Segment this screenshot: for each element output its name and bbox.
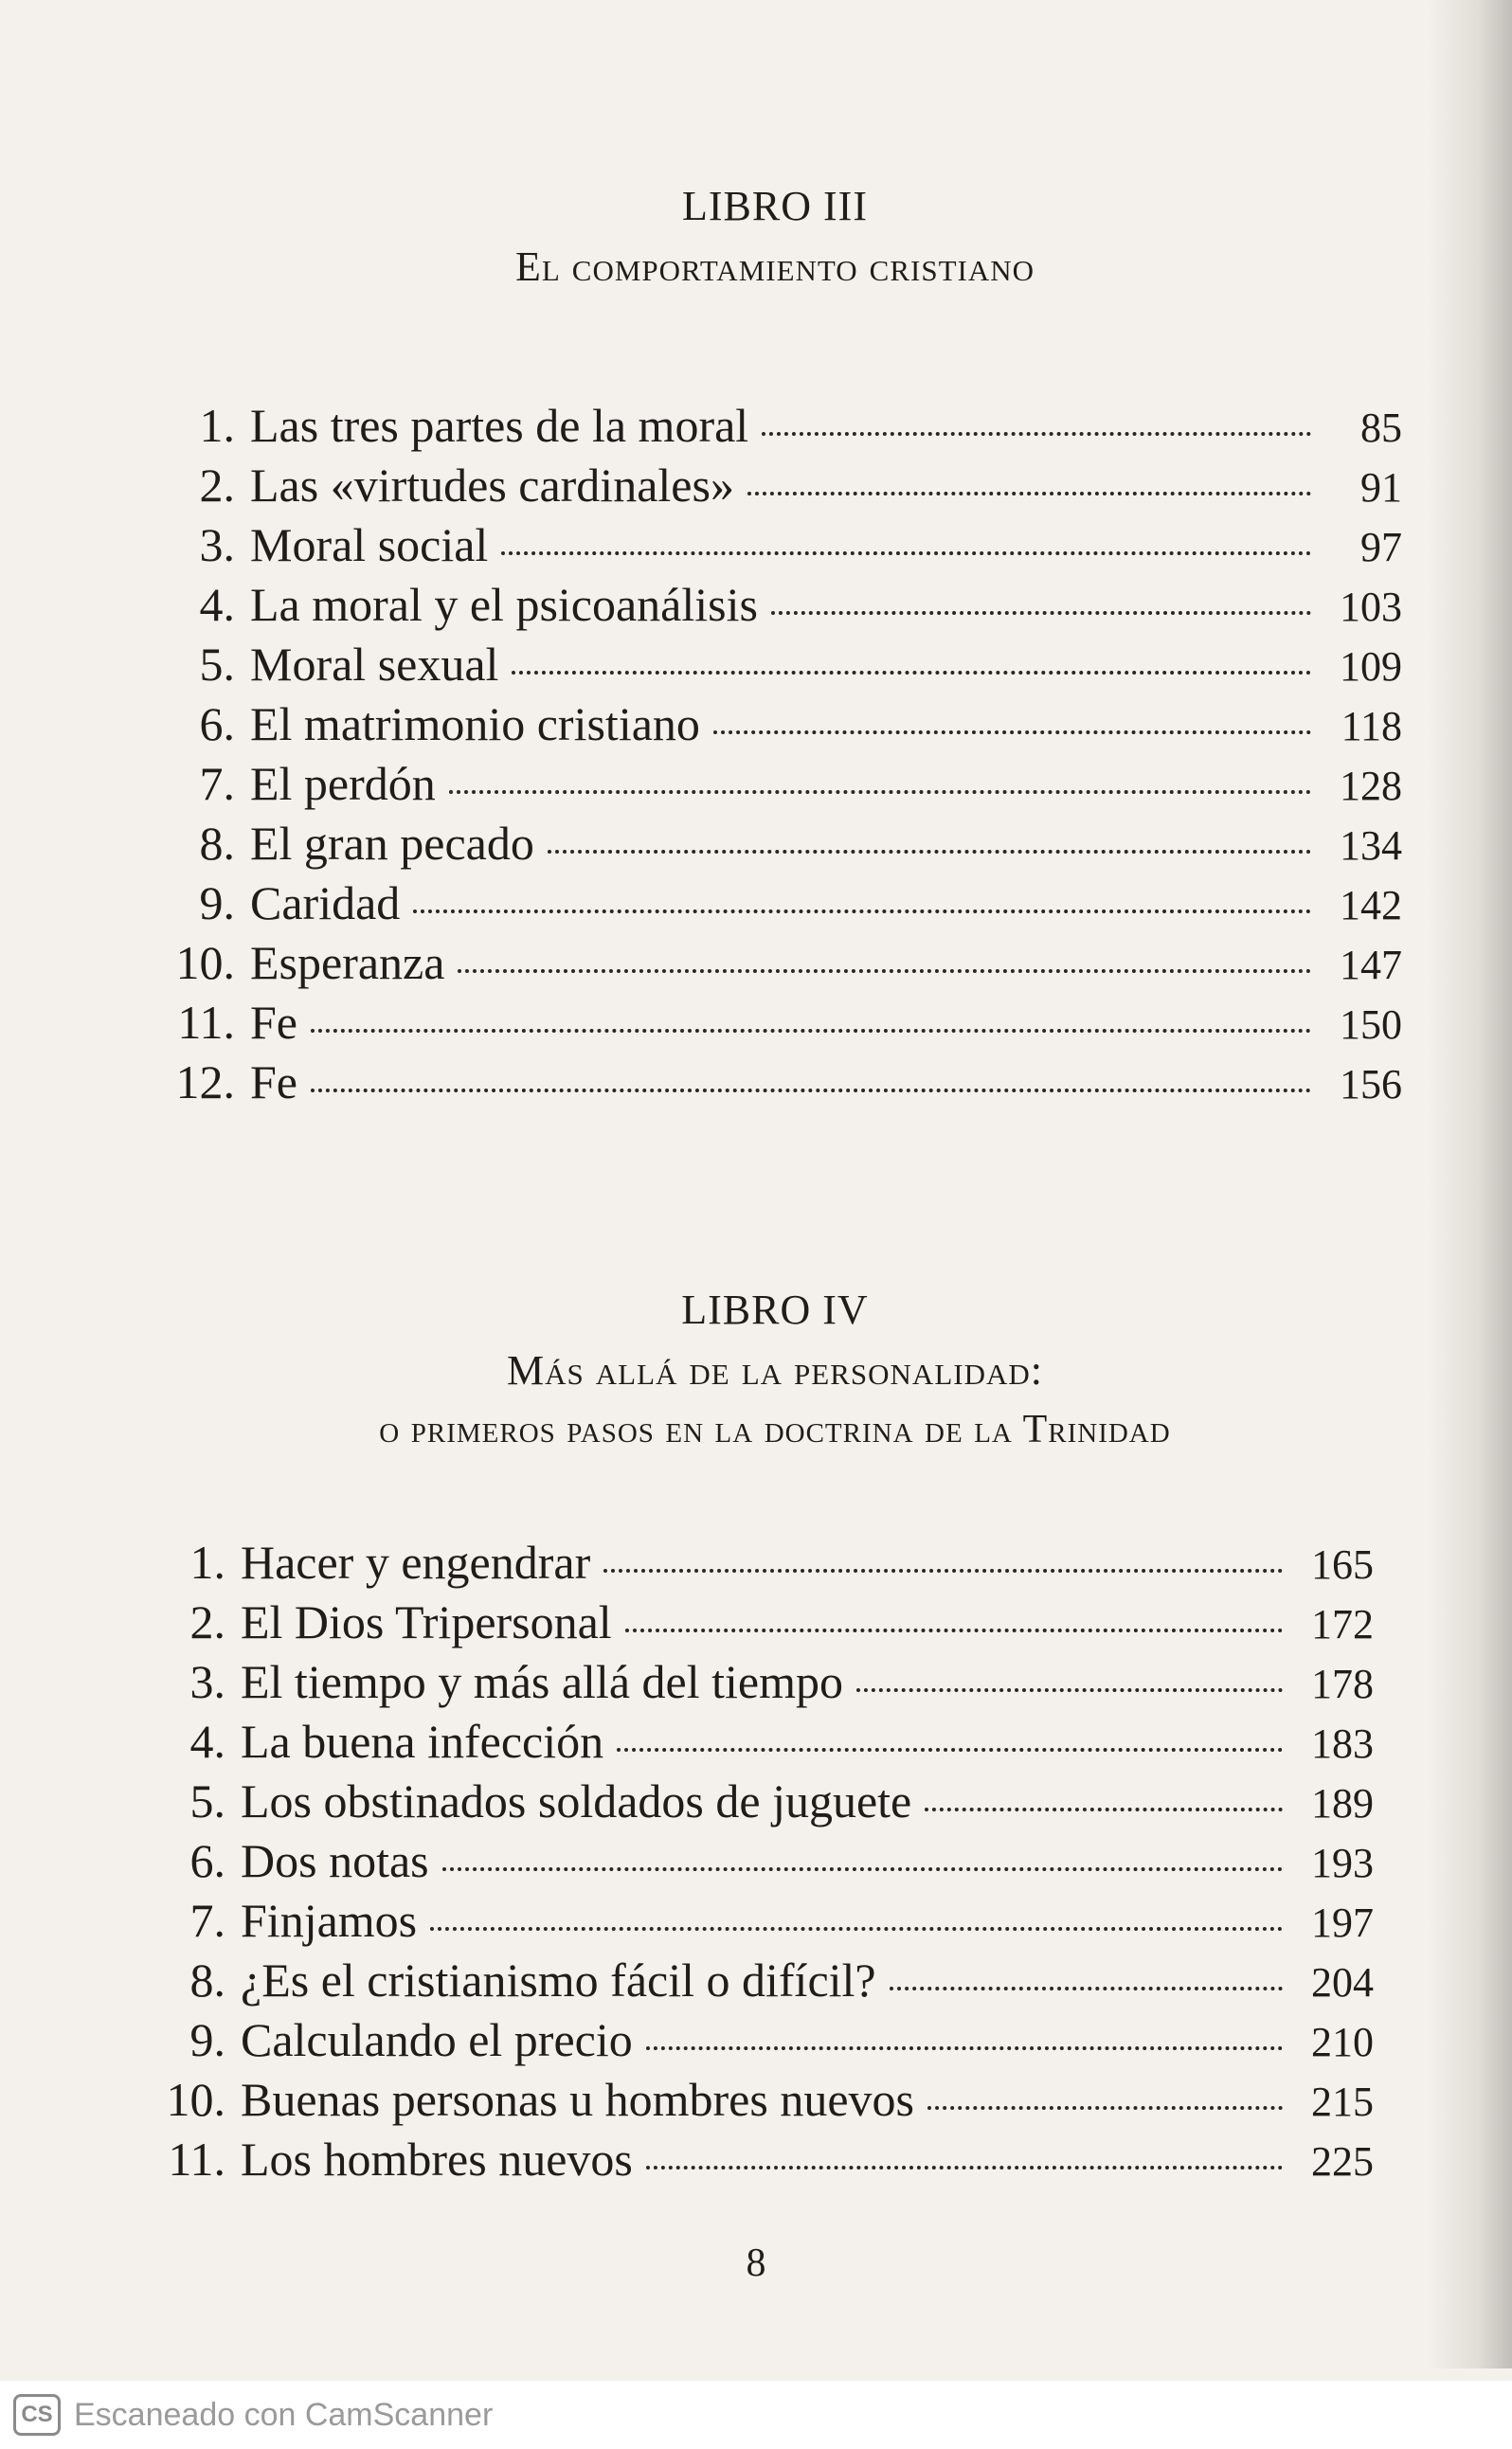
toc-entry-number: 11. bbox=[177, 996, 235, 1049]
dot-leader bbox=[747, 492, 1311, 495]
toc-entry-number: 4. bbox=[199, 578, 235, 631]
dot-leader bbox=[713, 730, 1311, 734]
book3-label: LIBRO III bbox=[682, 183, 868, 229]
toc-entry-number: 8. bbox=[189, 1954, 225, 2007]
toc-entry-page: 204 bbox=[1311, 1959, 1374, 2006]
toc-entry bbox=[152, 756, 1402, 816]
toc-entry-number: 10. bbox=[175, 936, 235, 989]
toc-entry-number: 2. bbox=[199, 459, 235, 512]
toc-entry bbox=[142, 1594, 1374, 1654]
toc-entry-page: 172 bbox=[1311, 1601, 1374, 1648]
page-edge-shadow bbox=[1427, 0, 1512, 2368]
toc-entry-title: El Dios Tripersonal bbox=[241, 1595, 612, 1648]
dot-leader bbox=[603, 1569, 1283, 1573]
toc-entry bbox=[152, 995, 1402, 1054]
book4-header bbox=[0, 1279, 1512, 1459]
book4-title-line1: Más allá de la personalidad: bbox=[507, 1347, 1043, 1394]
toc-entry bbox=[152, 398, 1402, 458]
toc-entry-page: 183 bbox=[1311, 1720, 1374, 1767]
toc-entry-page: 225 bbox=[1311, 2138, 1374, 2185]
book4-title-line2: o primeros pasos en la doctrina de la Trinidad bbox=[379, 1408, 1171, 1451]
dot-leader bbox=[311, 1089, 1311, 1092]
toc-entry-title: Calculando el precio bbox=[241, 2013, 633, 2066]
toc-entry-title: Buenas personas u hombres nuevos bbox=[241, 2073, 914, 2126]
toc-entry bbox=[142, 1893, 1374, 1953]
toc-entry-page: 142 bbox=[1340, 882, 1402, 928]
page-number: 8 bbox=[746, 2242, 766, 2285]
toc-entry-title: El matrimonio cristiano bbox=[250, 697, 700, 750]
toc-entry-number: 3. bbox=[189, 1655, 225, 1708]
scanner-watermark-text: Escaneado con CamScanner bbox=[74, 2396, 494, 2433]
dot-leader bbox=[925, 1808, 1283, 1811]
toc-entry-number: 9. bbox=[189, 2013, 225, 2066]
toc-entry-title: La buena infección bbox=[241, 1715, 604, 1768]
toc-entry bbox=[152, 517, 1402, 577]
toc-entry-number: 3. bbox=[199, 518, 235, 571]
toc-entry-page: 193 bbox=[1311, 1840, 1374, 1886]
dot-leader bbox=[430, 1927, 1283, 1931]
toc-entry-title: Moral social bbox=[250, 518, 489, 571]
toc-entry bbox=[142, 1654, 1374, 1714]
toc-entry bbox=[142, 2072, 1374, 2132]
dot-leader bbox=[890, 1987, 1283, 1990]
toc-entry-title: El gran pecado bbox=[250, 817, 534, 870]
toc-entry-page: 156 bbox=[1340, 1061, 1402, 1107]
toc-entry bbox=[152, 637, 1402, 696]
toc-entry-title: ¿Es el cristianismo fácil o difícil? bbox=[241, 1954, 876, 2007]
toc-entry-number: 1. bbox=[189, 1536, 225, 1589]
dot-leader bbox=[927, 2106, 1283, 2110]
toc-entry-number: 10. bbox=[166, 2073, 225, 2126]
dot-leader bbox=[771, 611, 1311, 615]
toc-entry-page: 134 bbox=[1340, 822, 1402, 869]
dot-leader bbox=[449, 790, 1311, 794]
toc-entry-number: 12. bbox=[175, 1055, 235, 1108]
toc-entry bbox=[152, 458, 1402, 517]
toc-entry bbox=[152, 816, 1402, 875]
toc-entry bbox=[142, 1833, 1374, 1893]
toc-entry-title: El tiempo y más allá del tiempo bbox=[241, 1655, 843, 1708]
camscanner-logo-icon: CS bbox=[13, 2394, 61, 2436]
toc-entry-number: 2. bbox=[189, 1595, 225, 1648]
toc-entry-title: Hacer y engendrar bbox=[241, 1536, 591, 1589]
toc-entry-title: Dos notas bbox=[241, 1834, 429, 1887]
toc-entry-page: 118 bbox=[1341, 703, 1402, 749]
dot-leader bbox=[856, 1688, 1283, 1692]
toc-entry-page: 165 bbox=[1311, 1541, 1374, 1588]
toc-entry-number: 5. bbox=[199, 638, 235, 691]
toc-entry-number: 6. bbox=[189, 1834, 225, 1887]
toc-entry-page: 150 bbox=[1340, 1001, 1402, 1048]
toc-entry-page: 97 bbox=[1360, 524, 1402, 570]
book3-toc bbox=[152, 398, 1402, 1114]
toc-entry-page: 91 bbox=[1360, 464, 1402, 511]
toc-entry-page: 147 bbox=[1340, 942, 1402, 988]
toc-entry-title: Las «virtudes cardinales» bbox=[250, 459, 734, 512]
toc-entry-number: 7. bbox=[189, 1894, 225, 1947]
toc-entry bbox=[142, 2012, 1374, 2072]
toc-entry bbox=[152, 935, 1402, 995]
dot-leader bbox=[625, 1629, 1283, 1632]
toc-entry-page: 109 bbox=[1340, 643, 1402, 690]
toc-entry bbox=[142, 1535, 1374, 1594]
toc-entry bbox=[142, 1774, 1374, 1833]
toc-entry-number: 7. bbox=[199, 757, 235, 810]
toc-entry-page: 103 bbox=[1340, 584, 1402, 630]
dot-leader bbox=[458, 969, 1311, 973]
dot-leader bbox=[762, 432, 1311, 436]
toc-entry-number: 9. bbox=[199, 876, 235, 929]
dot-leader bbox=[548, 850, 1311, 854]
toc-entry-number: 6. bbox=[199, 697, 235, 750]
toc-entry-page: 210 bbox=[1311, 2019, 1374, 2065]
toc-entry-page: 128 bbox=[1340, 763, 1402, 809]
toc-entry-title: Los obstinados soldados de juguete bbox=[241, 1774, 912, 1828]
dot-leader bbox=[501, 551, 1311, 555]
dot-leader bbox=[413, 909, 1311, 913]
toc-entry-number: 5. bbox=[189, 1774, 225, 1828]
toc-entry bbox=[142, 1714, 1374, 1774]
toc-entry-number: 1. bbox=[199, 399, 235, 452]
book3-header bbox=[0, 175, 1512, 297]
toc-entry-title: Esperanza bbox=[250, 936, 445, 989]
book3-title: El comportamiento cristiano bbox=[514, 243, 1035, 290]
dot-leader bbox=[311, 1029, 1311, 1033]
toc-entry-page: 197 bbox=[1311, 1900, 1374, 1946]
toc-entry-title: El perdón bbox=[250, 757, 436, 810]
dot-leader bbox=[646, 2166, 1283, 2170]
book4-label: LIBRO IV bbox=[681, 1287, 869, 1333]
toc-entry-page: 85 bbox=[1360, 405, 1402, 451]
toc-entry bbox=[152, 1054, 1402, 1114]
toc-entry-number: 4. bbox=[189, 1715, 225, 1768]
toc-entry-number: 8. bbox=[199, 817, 235, 870]
dot-leader bbox=[442, 1867, 1283, 1871]
toc-entry bbox=[142, 2132, 1374, 2191]
book4-toc bbox=[142, 1535, 1374, 2191]
toc-entry-title: Caridad bbox=[250, 876, 401, 929]
dot-leader bbox=[617, 1748, 1283, 1752]
dot-leader bbox=[512, 671, 1311, 675]
toc-entry bbox=[152, 875, 1402, 935]
toc-entry-title: Fe bbox=[250, 1055, 297, 1108]
toc-entry-title: Las tres partes de la moral bbox=[250, 399, 749, 452]
toc-entry bbox=[142, 1953, 1374, 2012]
toc-entry-page: 178 bbox=[1311, 1661, 1374, 1707]
toc-entry bbox=[152, 577, 1402, 637]
dot-leader bbox=[646, 2046, 1283, 2050]
toc-entry-number: 11. bbox=[168, 2133, 225, 2186]
toc-entry-page: 215 bbox=[1311, 2079, 1374, 2125]
toc-entry-page: 189 bbox=[1311, 1780, 1374, 1827]
toc-entry-title: Moral sexual bbox=[250, 638, 499, 691]
scanner-footer bbox=[0, 2381, 1512, 2449]
toc-entry-title: Finjamos bbox=[241, 1894, 418, 1947]
toc-entry-title: Fe bbox=[250, 996, 297, 1049]
toc-entry bbox=[152, 696, 1402, 756]
toc-entry-title: La moral y el psicoanálisis bbox=[250, 578, 758, 631]
toc-entry-title: Los hombres nuevos bbox=[241, 2133, 633, 2186]
